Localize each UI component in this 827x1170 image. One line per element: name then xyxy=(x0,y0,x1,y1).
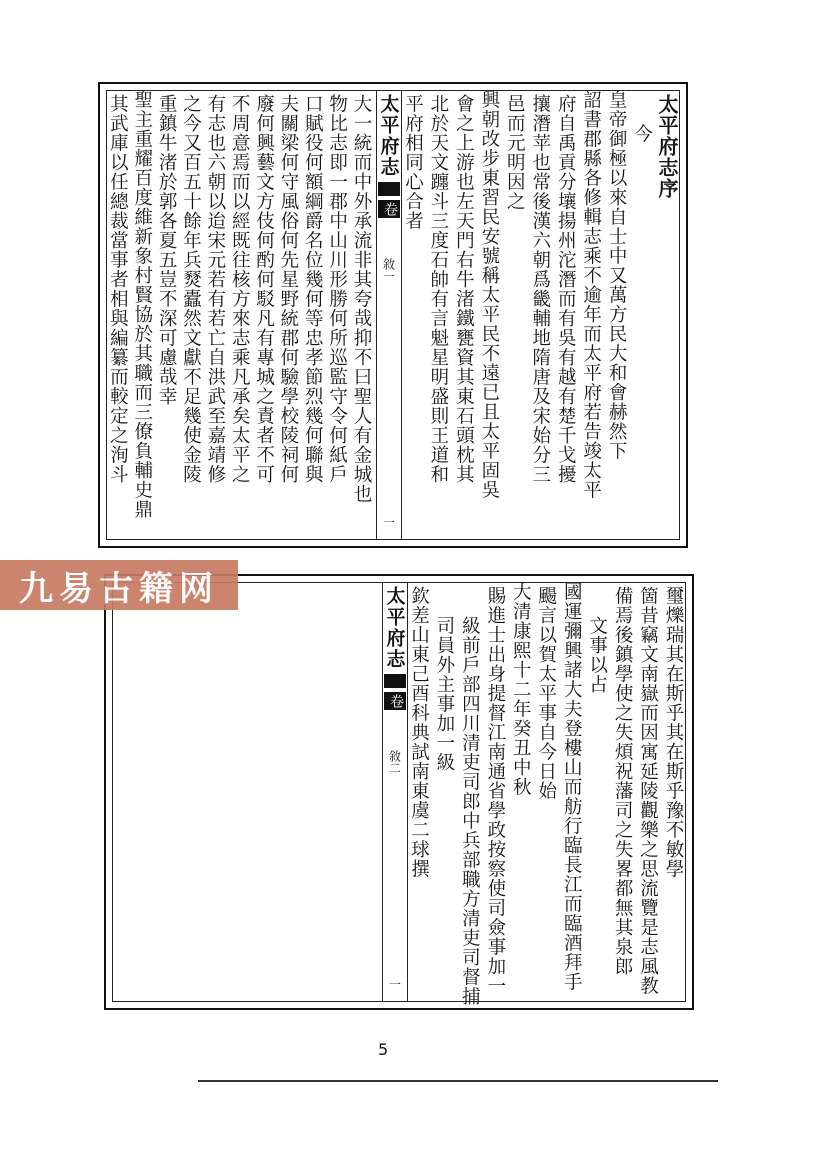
text-column: 會之上游也左天門右牛渚鐵甕資其東石頭枕其 xyxy=(453,94,475,484)
banxin-juan: 卷 xyxy=(384,692,406,710)
text-column: 不周意焉而以經既往核方來志乘凡承矣太平之 xyxy=(229,94,251,484)
text-column: 廢何興藝文方伎何酌何駁凡有專城之責者不可 xyxy=(253,94,275,484)
text-column: 颺言以賀太平事自今日始 xyxy=(535,586,557,801)
text-column: 之今又百五十餘年兵燹蠹然文獻不足幾使金陵 xyxy=(180,94,202,484)
bottom-book-spread xyxy=(104,574,694,1010)
text-column: 璽爍瑞其在斯乎其在斯乎豫不敏學 xyxy=(663,586,684,879)
bottom-left-half-page-blank xyxy=(112,586,380,998)
text-column: 賜進士出身提督江南通省學政按察使司僉事加一 xyxy=(484,586,506,996)
text-column: 口賦役何額綱爵名位幾何等忠孝節烈幾何聯與 xyxy=(302,94,324,484)
top-right-half-page xyxy=(400,90,680,536)
banxin-title: 太平府志 xyxy=(383,586,406,670)
banxin-mark: 一 xyxy=(387,978,402,990)
text-column: 大清康熙十二年癸丑中秋 xyxy=(510,582,532,797)
text-column: 有志也六朝以迨宋元若有若亡自洪武至嘉靖修 xyxy=(204,94,226,484)
text-column: 皇帝御極以來自士中又萬方民大和會赫然下 xyxy=(606,90,628,461)
text-column: 夫關梁何守風俗何先星野統郡何驗學校陵祠何 xyxy=(277,94,299,484)
bottom-right-half-page xyxy=(406,582,686,1006)
site-watermark xyxy=(0,560,238,610)
text-column: 詔書郡縣各修輯志乘不逾年而太平府若告竣太平 xyxy=(580,90,602,500)
fishtail-mark xyxy=(378,182,400,196)
top-book-spread xyxy=(98,82,688,548)
text-column: 邑而元明因之 xyxy=(504,94,526,211)
text-column: 箇昔竊文南嶽而因寓延陵觀樂之思流覽是志風教 xyxy=(637,586,659,996)
banxin-title: 太平府志 xyxy=(377,94,400,178)
preface-title: 太平府志序 xyxy=(655,94,679,199)
text-column: 平府相同心合者 xyxy=(402,94,424,231)
page-number: 5 xyxy=(378,1040,389,1059)
text-column: 備焉後鎮學使之失煩祝藩司之失畧都無其泉郎 xyxy=(612,586,634,976)
text-column: 物比志即一郡中山川形勝何所巡監守令何紙戶 xyxy=(326,94,348,484)
banxin-leaf-number: 敘一 xyxy=(381,258,396,282)
text-column: 府自禹貢分壤揚州沱潛而有吳有越有楚千戈擾 xyxy=(555,94,577,484)
text-column: 大一統而中外承流非其夸哉抑不曰聖人有金城也 xyxy=(351,94,372,504)
text-column: 重鎮牛渚於郭各夏五豈不深可慮哉幸 xyxy=(156,94,178,406)
watermark-text: 九易古籍网 xyxy=(19,568,219,609)
text-column: 其武庫以任總裁當事者相與編纂而較定之洵斗 xyxy=(107,94,129,484)
text-column: 文事以占 xyxy=(586,616,608,694)
text-column: 欽差山東己酉科典試南東虞二球撰 xyxy=(408,586,430,879)
banxin-leaf-number: 敘二 xyxy=(387,750,402,774)
top-left-half-page xyxy=(106,90,374,536)
text-column: 攘潛苹也常後漢六朝爲畿輔地隋唐及宋始分三 xyxy=(529,94,551,484)
text-column: 司員外主事加一級 xyxy=(433,616,455,772)
text-column: 國運彌興諸大夫登樓山而舫行臨長江而臨酒拜手 xyxy=(561,582,583,992)
banxin-juan: 卷 xyxy=(378,200,400,218)
fishtail-mark xyxy=(384,674,406,688)
banxin-center-column xyxy=(382,582,408,1002)
text-column: 聖主重耀百度維新象村賢協於其職而三僚負輔史鼎 xyxy=(131,90,153,519)
text-column: 級前戶部四川清吏司郎中兵部職方清吏司督捕 xyxy=(459,616,481,1006)
text-column: 興朝改步東習民安號稱太平民不遠已且太平固吳 xyxy=(478,90,500,500)
banxin-mark: 一 xyxy=(381,516,396,528)
banxin-center-column xyxy=(376,90,402,540)
footer-scan-line xyxy=(198,1080,718,1082)
text-column: 今 xyxy=(631,124,653,144)
text-column: 北於天文躔斗三度石帥有言魁星明盛則王道和 xyxy=(427,94,449,484)
